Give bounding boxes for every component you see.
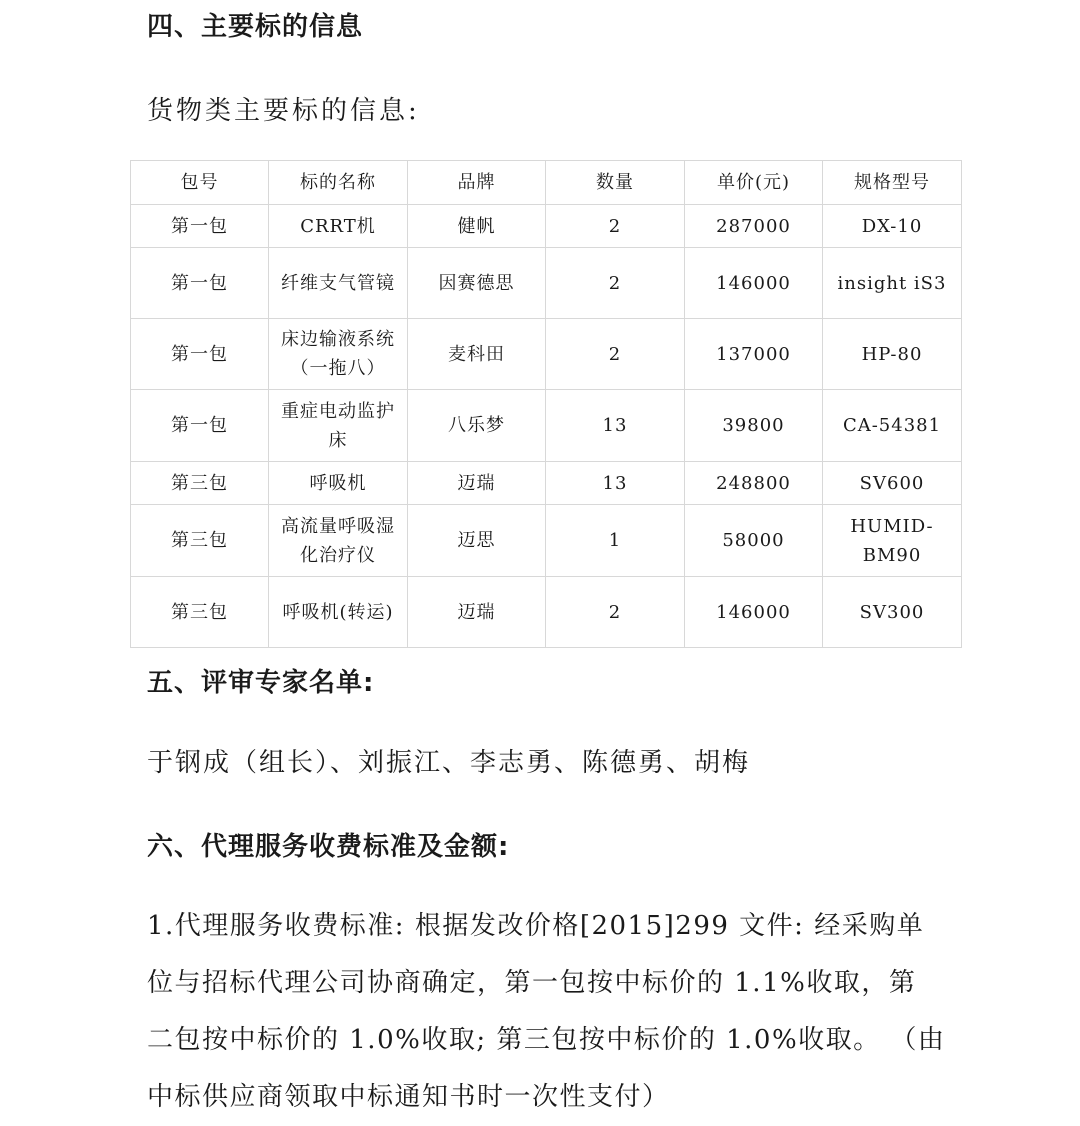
cell-package: 第一包: [131, 248, 269, 319]
header-item-name: 标的名称: [269, 161, 408, 205]
cell-model: SV300: [823, 577, 962, 648]
cell-package: 第一包: [131, 319, 269, 390]
cell-brand: 迈瑞: [408, 462, 546, 505]
header-quantity: 数量: [546, 161, 685, 205]
cell-item-name: 纤维支气管镜: [269, 248, 408, 319]
fee-line: 中标供应商领取中标通知书时一次性支付）: [147, 1082, 670, 1112]
expert-list: 于钢成（组长）、刘振江、李志勇、陈德勇、胡梅: [147, 748, 751, 778]
cell-item-name: 高流量呼吸湿化治疗仪: [269, 505, 408, 577]
cell-unit-price: 137000: [685, 319, 823, 390]
table-row: [131, 390, 962, 462]
cell-quantity: 1: [546, 505, 685, 577]
cell-unit-price: 248800: [685, 462, 823, 505]
fee-line: 二包按中标价的 1.0%收取; 第三包按中标价的 1.0%收取。 （由: [147, 1025, 946, 1055]
cell-model: CA-54381: [823, 390, 962, 462]
cell-model: SV600: [823, 462, 962, 505]
cell-item-name: CRRT机: [269, 205, 408, 248]
cell-item-name: 床边输液系统（一拖八）: [269, 319, 408, 390]
cell-quantity: 2: [546, 577, 685, 648]
header-package: 包号: [131, 161, 269, 205]
table-row: [131, 319, 962, 390]
cell-brand: 八乐梦: [408, 390, 546, 462]
cell-item-name: 呼吸机(转运): [269, 577, 408, 648]
section-6-heading: 六、代理服务收费标准及金额:: [147, 832, 510, 862]
cell-package: 第一包: [131, 205, 269, 248]
cell-unit-price: 146000: [685, 577, 823, 648]
cell-package: 第三包: [131, 462, 269, 505]
goods-subheading: 货物类主要标的信息:: [147, 96, 420, 126]
fee-paragraph: [147, 898, 947, 1126]
goods-table: [130, 160, 962, 648]
cell-model: HUMID-BM90: [823, 505, 962, 577]
cell-package: 第三包: [131, 505, 269, 577]
cell-model: DX-10: [823, 205, 962, 248]
table-header-row: [131, 161, 962, 205]
cell-unit-price: 58000: [685, 505, 823, 577]
cell-item-name: 重症电动监护床: [269, 390, 408, 462]
fee-line: 1.代理服务收费标准: 根据发改价格[2015]299 文件: 经采购单: [147, 911, 925, 941]
cell-brand: 因赛德思: [408, 248, 546, 319]
cell-package: 第一包: [131, 390, 269, 462]
header-brand: 品牌: [408, 161, 546, 205]
cell-brand: 迈瑞: [408, 577, 546, 648]
cell-model: HP-80: [823, 319, 962, 390]
cell-quantity: 2: [546, 205, 685, 248]
cell-brand: 健帆: [408, 205, 546, 248]
cell-quantity: 2: [546, 319, 685, 390]
cell-brand: 迈思: [408, 505, 546, 577]
cell-brand: 麦科田: [408, 319, 546, 390]
cell-unit-price: 287000: [685, 205, 823, 248]
section-5-heading: 五、评审专家名单:: [147, 668, 375, 698]
table-row: [131, 205, 962, 248]
cell-package: 第三包: [131, 577, 269, 648]
cell-model: insight iS3: [823, 248, 962, 319]
cell-quantity: 13: [546, 462, 685, 505]
fee-line: 位与招标代理公司协商确定，第一包按中标价的 1.1%收取，第: [147, 968, 917, 998]
cell-quantity: 13: [546, 390, 685, 462]
cell-item-name: 呼吸机: [269, 462, 408, 505]
section-4-heading: 四、主要标的信息: [147, 12, 364, 42]
header-model: 规格型号: [823, 161, 962, 205]
cell-quantity: 2: [546, 248, 685, 319]
cell-unit-price: 146000: [685, 248, 823, 319]
table-row: [131, 462, 962, 505]
header-unit-price: 单价(元): [685, 161, 823, 205]
cell-unit-price: 39800: [685, 390, 823, 462]
table-row: [131, 248, 962, 319]
table-row: [131, 577, 962, 648]
table-row: [131, 505, 962, 577]
